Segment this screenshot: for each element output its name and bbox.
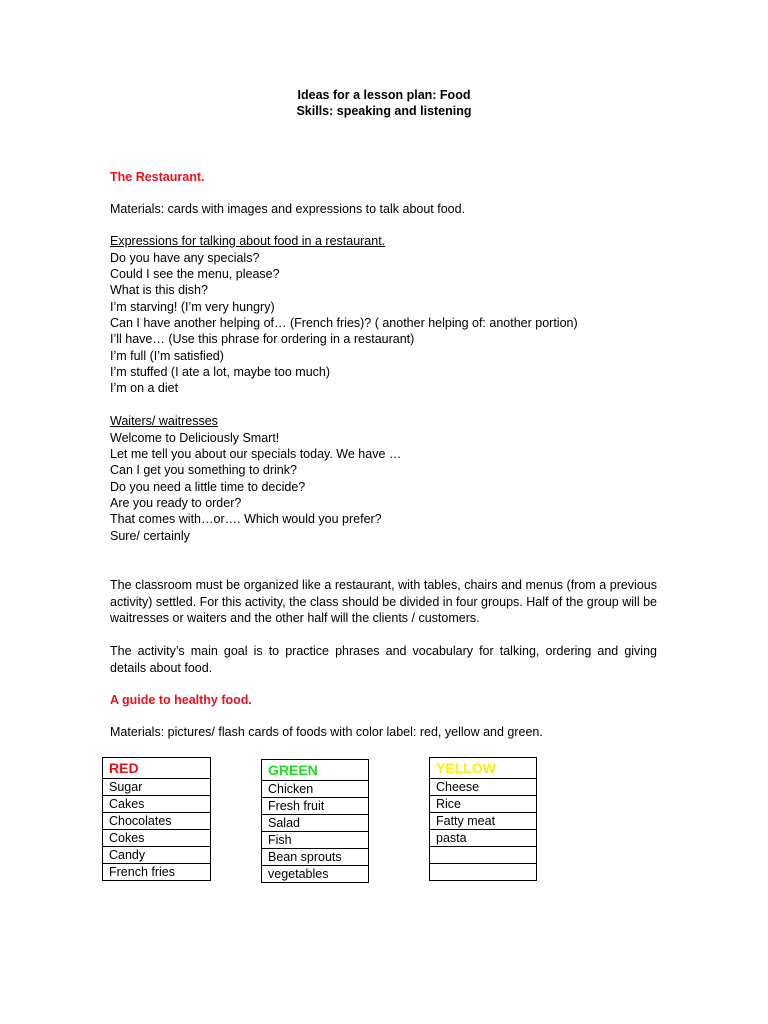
yellow-food-table bbox=[429, 757, 537, 881]
table-cell: Chicken bbox=[262, 781, 369, 798]
waiter-line: Are you ready to order? bbox=[110, 496, 242, 510]
guide-materials: Materials: pictures/ flash cards of foods with color label: red, yellow and green. bbox=[110, 725, 543, 739]
expression-line: I’m on a diet bbox=[110, 381, 179, 395]
restaurant-materials: Materials: cards with images and expressions to talk about food. bbox=[110, 202, 466, 216]
expression-line: Could I see the menu, please? bbox=[110, 267, 280, 281]
table-cell: Salad bbox=[262, 815, 369, 832]
green-table-header: GREEN bbox=[262, 760, 369, 781]
red-table-header: RED bbox=[103, 758, 211, 779]
yellow-table-header: YELLOW bbox=[430, 758, 537, 779]
table-cell bbox=[430, 847, 537, 864]
expression-line: What is this dish? bbox=[110, 283, 208, 297]
waiter-line: That comes with…or…. Which would you prefer? bbox=[110, 512, 382, 526]
expression-line: Can I have another helping of… (French fries)? ( another helping of: another portion) bbox=[110, 316, 578, 330]
table-cell: Chocolates bbox=[103, 813, 211, 830]
expression-line: I’m stuffed (I ate a lot, maybe too much) bbox=[110, 365, 331, 379]
expression-line: I’ll have… (Use this phrase for ordering in a restaurant) bbox=[110, 332, 415, 346]
green-food-table bbox=[261, 759, 369, 883]
classroom-paragraph: The classroom must be organized like a restaurant, with tables, chairs and menus (from a previous activity) settled. For this activity, the class should be divided in four groups. Half of the group will be waitresses or waiters and the other half will the clients / customers. bbox=[110, 578, 657, 625]
table-cell: Cheese bbox=[430, 779, 537, 796]
waiter-line: Welcome to Deliciously Smart! bbox=[110, 431, 280, 445]
goal-paragraph: The activity’s main goal is to practice phrases and vocabulary for talking, ordering and giving details about food. bbox=[110, 644, 657, 675]
table-cell: Fish bbox=[262, 832, 369, 849]
table-cell: Cakes bbox=[103, 796, 211, 813]
table-cell: vegetables bbox=[262, 866, 369, 883]
waiter-line: Let me tell you about our specials today. We have … bbox=[110, 447, 402, 461]
table-cell: Fatty meat bbox=[430, 813, 537, 830]
guide-heading: A guide to healthy food. bbox=[110, 693, 252, 707]
expressions-heading: Expressions for talking about food in a restaurant. bbox=[110, 234, 386, 248]
waiters-heading: Waiters/ waitresses bbox=[110, 414, 218, 428]
red-food-table bbox=[102, 757, 211, 881]
waiter-line: Can I get you something to drink? bbox=[110, 463, 297, 477]
expression-line: I’m starving! (I’m very hungry) bbox=[110, 300, 275, 314]
expression-line: I’m full (I’m satisfied) bbox=[110, 349, 224, 363]
table-cell: pasta bbox=[430, 830, 537, 847]
table-cell: Candy bbox=[103, 847, 211, 864]
waiter-line: Sure/ certainly bbox=[110, 529, 190, 543]
table-cell: French fries bbox=[103, 864, 211, 881]
table-cell: Sugar bbox=[103, 779, 211, 796]
restaurant-heading: The Restaurant. bbox=[110, 170, 205, 184]
table-cell: Cokes bbox=[103, 830, 211, 847]
waiter-line: Do you need a little time to decide? bbox=[110, 480, 306, 494]
document-skills: Skills: speaking and listening bbox=[296, 104, 472, 118]
expression-line: Do you have any specials? bbox=[110, 251, 260, 265]
document-title: Ideas for a lesson plan: Food bbox=[297, 88, 471, 102]
table-cell bbox=[430, 864, 537, 881]
table-cell: Fresh fruit bbox=[262, 798, 369, 815]
table-cell: Bean sprouts bbox=[262, 849, 369, 866]
table-cell: Rice bbox=[430, 796, 537, 813]
